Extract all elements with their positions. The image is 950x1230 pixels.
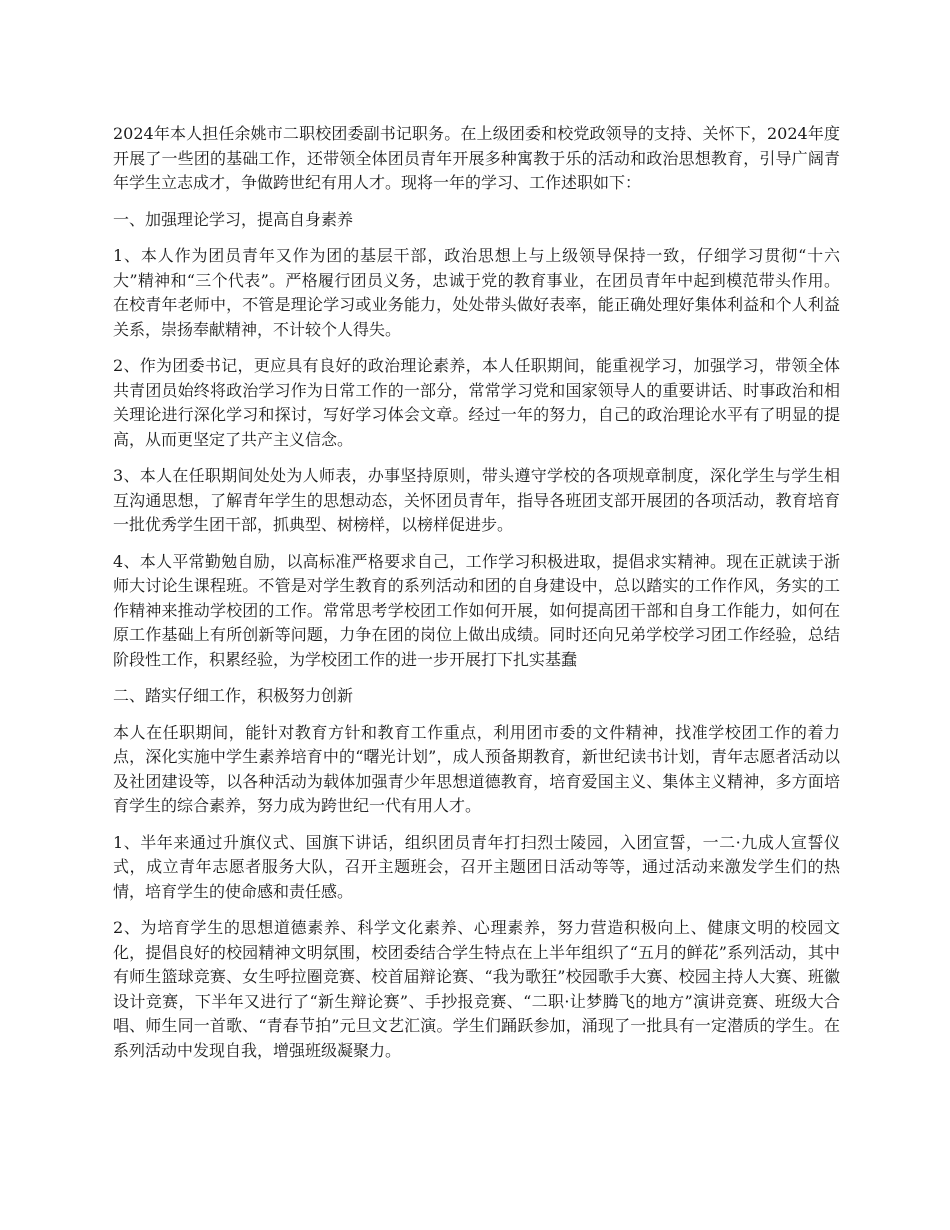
intro-paragraph: 2024年本人担任余姚市二职校团委副书记职务。在上级团委和校党政领导的支持、关怀下，2024年度开展了一些团的基础工作，还带领全体团员青年开展多种寓教于乐的活动和政治思想教育，引导广阔青年学生立志成才，争做跨世纪有用人才。现将一年的学习、工作述职如下： xyxy=(113,124,840,192)
section-heading-2: 二、踏实仔细工作，积极努力创新 xyxy=(113,686,354,705)
paragraph: 3、本人在任职期间处处为人师表，办事坚持原则，带头遵守学校的各项规章制度，深化学生与学生相互沟通思想，了解青年学生的思想动态，关怀团员青年，指导各班团支部开展团的各项活动，教育培育一批优秀学生团干部，抓典型、树榜样，以榜样促进步。 xyxy=(113,466,840,534)
document-body xyxy=(113,122,840,1075)
paragraph: 1、半年来通过升旗仪式、国旗下讲话，组织团员青年打扫烈士陵园，入团宣誓，一二·九成人宣誓仪式，成立青年志愿者服务大队，召开主题班会，召开主题团日活动等等，通过活动来激发学生们的热情，培育学生的使命感和责任感。 xyxy=(113,832,840,901)
paragraph: 2、为培育学生的思想道德素养、科学文化素养、心理素养，努力营造积极向上、健康文明的校园文化，提倡良好的校园精神文明氛围，校团委结合学生特点在上半年组织了“五月的鲜花”系列活动，其中有师生篮球竞赛、女生呼拉圈竞赛、校首届辩论赛、“我为歌狂”校园歌手大赛、校园主持人大赛、班徽设计竞赛，下半年又进行了“新生辩论赛”、手抄报竞赛、“二职·让梦腾飞的地方”演讲竞赛、班级大合唱、师生同一首歌、“青春节拍”元旦文艺汇演。学生们踊跃参加，涌现了一批具有一定潜质的学生。在系列活动中发现自我，增强班级凝聚力。 xyxy=(113,918,840,1060)
paragraph: 本人在任职期间，能针对教育方针和教育工作重点，利用团市委的文件精神，找准学校团工作的着力点，深化实施中学生素养培育中的“曙光计划”，成人预备期教育，新世纪读书计划，青年志愿者活动以及社团建设等，以各种活动为载体加强青少年思想道德教育，培育爱国主义、集体主义精神，多方面培育学生的综合素养，努力成为跨世纪一代有用人才。 xyxy=(113,722,840,815)
paragraph: 1、本人作为团员青年又作为团的基层干部，政治思想上与上级领导保持一致，仔细学习贯彻“十六大”精神和“三个代表”。严格履行团员义务，忠诚于党的教育事业，在团员青年中起到模范带头作用。在校青年老师中，不管是理论学习或业务能力，处处带头做好表率，能正确处理好集体利益和个人利益关系，崇扬奉献精神，不计较个人得失。 xyxy=(113,246,840,339)
paragraph: 4、本人平常勤勉自励，以高标准严格要求自己，工作学习积极进取，提倡求实精神。现在正就读于浙师大讨论生课程班。不管是对学生教育的系列活动和团的自身建设中，总以踏实的工作作风，务实的工作精神来推动学校团的工作。常常思考学校团工作如何开展，如何提高团干部和自身工作能力，如何在原工作基础上有所创新等问题，力争在团的岗位上做出成绩。同时还向兄弟学校学习团工作经验，总结阶段性工作，积累经验，为学校团工作的进一步开展打下扎实基蠢 xyxy=(113,551,840,669)
paragraph: 2、作为团委书记，更应具有良好的政治理论素养，本人任职期间，能重视学习，加强学习，带领全体共青团员始终将政治学习作为日常工作的一部分，常常学习党和国家领导人的重要讲话、时事政治和相关理论进行深化学习和探讨，写好学习体会文章。经过一年的努力，自己的政治理论水平有了明显的提高，从而更坚定了共产主义信念。 xyxy=(113,356,840,449)
section-heading-1: 一、加强理论学习，提高自身素养 xyxy=(113,209,354,229)
